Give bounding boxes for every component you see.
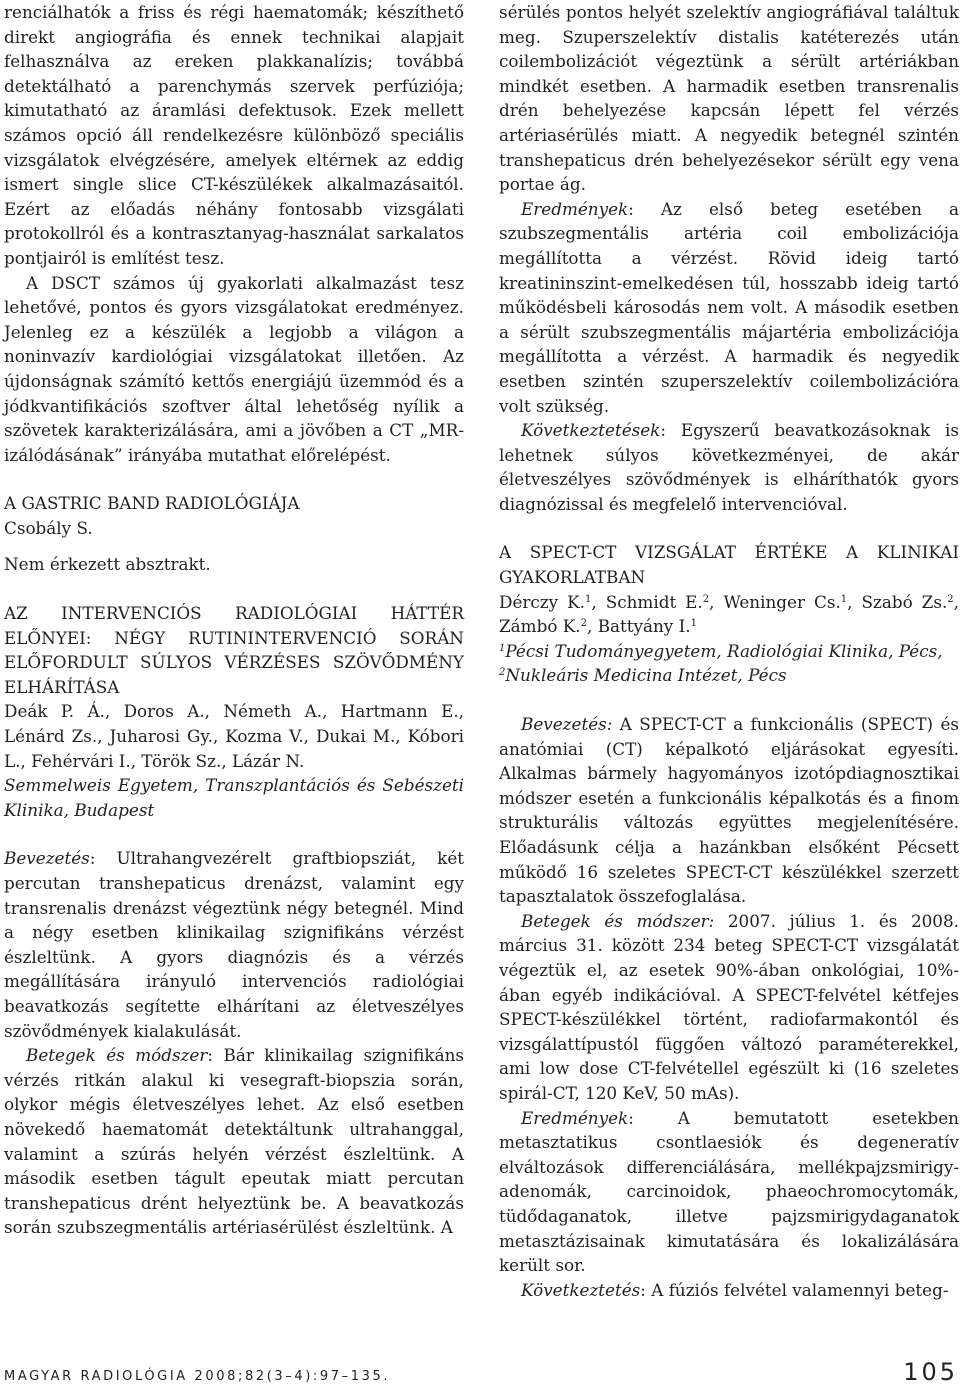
section-text: : Bár klinikailag szignifikáns vérzés ritkán alakul ki vesegraft-biopszia során, olykor mégis életveszélyes lehet. Az első esetben növekedő haematomát detektáltunk ultrahanggal, valamint a szúrás helyén vérzést észleltünk. A második esetben tágult epeutak miatt percutan transhepaticus drént helyeztünk be. A beavatkozás során szubszegmentális artériasérülést észleltünk. A bbox=[4, 1045, 464, 1238]
spacer bbox=[4, 577, 464, 601]
gastric-note: Nem érkezett absztrakt. bbox=[4, 554, 211, 575]
spacer bbox=[4, 822, 464, 846]
section-label: Betegek és módszer: bbox=[521, 910, 715, 931]
section-text: 2007. július 1. és 2008. március 31. között 234 beteg SPECT-CT vizsgálatát végeztük el, az esetek 90%-ában onkológiai, 10%-ában egyéb indikációval. A SPECT-felvétel kétfejes SPECT-készülékkel történt, radiofarmakontól és vizsgálattípustól függően változó paraméterekkel, ami low dose CT-felvétellel egészült ki (16 szeletes spirál-CT, 120 KeV, 50 mAs). bbox=[499, 910, 959, 1103]
author-name: Battyány I. bbox=[597, 616, 691, 637]
author-name: Schmidt E. bbox=[605, 591, 703, 612]
affiliation-sup: 1 bbox=[499, 642, 506, 654]
section-label: Betegek és módszer bbox=[26, 1045, 208, 1066]
intervention-conclusion bbox=[499, 418, 959, 516]
gastric-author: Csobály S. bbox=[4, 517, 93, 538]
author-sup: 1 bbox=[690, 618, 697, 630]
affiliation-sup: 2 bbox=[499, 667, 506, 679]
intervention-intro bbox=[4, 846, 464, 1043]
author-sup: 1 bbox=[585, 593, 592, 605]
section-text: : Egyszerű beavatkozásoknak is lehetnek súlyos következményei, de akár életveszélyes szövődmények is elháríthatók gyors diagnózissal és megfelelő intervencióval. bbox=[499, 420, 959, 514]
spect-intro bbox=[499, 712, 959, 909]
section-label: Bevezetés bbox=[4, 848, 90, 869]
author-sup: 2 bbox=[947, 593, 954, 605]
section-label: Eredmények bbox=[521, 198, 629, 219]
gastric-title: A GASTRIC BAND RADIOLÓGIÁJA bbox=[4, 493, 300, 514]
section-text: A SPECT-CT a funkcionális (SPECT) és anatómiai (CT) képalkotó eljárásokat egyesíti. Alkalmas bármely hagyományos izotópdiagnosztikai módszer esetén a funkcionális képalkotás és a finom strukturális változás együttes megjelenítésére. Előadásunk célja a hazánkban elsőként Pécsett működő 16 szeletes SPECT-CT készülékkel szerzett tapasztalatok összefoglalása. bbox=[499, 714, 959, 907]
section-text: : Ultrahangvezérelt graftbiopsziát, két percutan transhepaticus drenázst, valamint egy transrenalis drenázst végeztünk négy betegnél. Mind a négy esetben klinikailag szignifikáns vérzést észleltünk. A gyors diagnózis és a vérzés megállítására irányuló intervenciós radiológiai beavatkozás segítette elhárítani az életveszélyes szövődmények kialakulását. bbox=[4, 848, 464, 1041]
section-label: Következtetés bbox=[521, 1279, 641, 1300]
intro-paragraph-2: A DSCT számos új gyakorlati alkalmazást tesz lehetővé, pontos és gyors vizsgálatokat eredményez. Jelenleg ez a készülék a legjobb a világon a noninvazív kardiológiai vizsgálatokat illetően. Az újdonságnak számító kettős energiájú üzemmód és a jódkvantifikációs szoftver által lehetőség nyílik a szövetek karakterizálására, ami a jövőben a CT „MR-izálódásának” irányába mutathat előrelépést. bbox=[4, 272, 464, 465]
author-name: Zámbó K. bbox=[499, 616, 581, 637]
intervention-methods bbox=[4, 1043, 464, 1240]
spect-results bbox=[499, 1106, 959, 1278]
author-sup: 1 bbox=[840, 593, 848, 605]
section-text: : Az első beteg esetében a szubszegmentális artéria coil embolizációja megállította a vérzést. Rövid ideig tartó kreatininszint-emelkedésen túl, hosszabb ideig tartó működésbeli károsodás nem volt. A második esetben a sérült szubszegmentális májartéria embolizációja megállította a vérzést. A harmadik és negyedik esetben szintén szuperszelektív coilembolizációra volt szükség. bbox=[499, 198, 959, 416]
journal-citation: MAGYAR RADIOLÓGIA 2008;82(3–4):97–135. bbox=[4, 1369, 391, 1384]
section-text: : A bemutatott esetekben metasztatikus csontlaesiók és degeneratív elváltozások differenciálására, mellékpajzsmirigy-adenomák, carcinoidok, phaeochromocytomák, tüdődaganatok, illetve pajzsmirigydaganatok metasztázisainak kimutatására és lokalizálására került sor. bbox=[499, 1107, 959, 1276]
author-sup: 2 bbox=[702, 593, 710, 605]
spacer bbox=[4, 467, 464, 491]
spect-methods bbox=[499, 909, 959, 1106]
section-label: Bevezetés: bbox=[521, 714, 613, 735]
author-name: Dérczy K. bbox=[499, 591, 585, 612]
spacer bbox=[499, 688, 959, 712]
spacer bbox=[499, 516, 959, 540]
spect-affiliation-1 bbox=[499, 639, 959, 664]
affiliation-text: Pécsi Tudományegyetem, Radiológiai Klinika, Pécs, bbox=[505, 640, 943, 661]
intervention-results bbox=[499, 197, 959, 418]
intervention-authors: Deák P. Á., Doros A., Németh A., Hartmann E., Lénárd Zs., Juharosi Gy., Kozma V., Dukai M., Kóbori L., Fehérvári I., Török Sz., Lázár N. bbox=[4, 701, 464, 771]
page-number: 105 bbox=[903, 1358, 958, 1386]
section-text: : A fúziós felvétel valamennyi beteg- bbox=[640, 1279, 949, 1300]
intervention-title: AZ INTERVENCIÓS RADIOLÓGIAI HÁTTÉR ELŐNYEI: NÉGY RUTININTERVENCIÓ SORÁN ELŐFORDULT SÚLYOS VÉRZÉSES SZÖVŐDMÉNY ELHÁRÍTÁSA bbox=[4, 603, 464, 697]
affiliation-text: Nukleáris Medicina Intézet, Pécs bbox=[505, 665, 787, 686]
intervention-methods-continued: sérülés pontos helyét szelektív angiográfiával találtuk meg. Szuperszelektív distalis katéterezés után coilembolizációt végeztünk a sérült artériákban mindkét esetben. A harmadik esetben transrenalis drén behelyezése kapcsán lépett fel vérzés artériasérülés miatt. A negyedik betegnél szintén transhepaticus drén behelyezésekor sérült egy vena portae ág. bbox=[499, 2, 959, 195]
spect-affiliation-2 bbox=[499, 663, 959, 688]
author-sup: 2 bbox=[580, 618, 588, 630]
intervention-affiliation: Semmelweis Egyetem, Transzplantációs és Sebészeti Klinika, Budapest bbox=[4, 775, 464, 820]
author-name: Weninger Cs. bbox=[723, 591, 841, 612]
intro-paragraph-1: renciálhatók a friss és régi haematomák; készíthető direkt angiográfia és ennek technikai alapjait felhasználva az ereken plakkanalízis; továbbá detektálható a parenchymás szervek perfúziója; kimutatható az áramlási defektusok. Ezek mellett számos opció áll rendelkezésre különböző speciális vizsgálatok elvégzésére, amelyek eltérnek az eddig ismert single slice CT-készülékek alkalmazásaitól. Ezért az előadás néhány fontosabb vizsgálati protokollról és a kontrasztanyag-használat sarkalatos pontjairól is említést tesz. bbox=[4, 2, 464, 268]
spect-conclusion bbox=[499, 1278, 959, 1303]
spect-authors: Dérczy K.$^1$, Schmidt E.$^2$, Weninger Cs.$^1$, Szabó Zs.$^2$, Zámbó K.$^2$, Battyány I.$^1$ bbox=[499, 591, 960, 637]
left-column bbox=[4, 0, 464, 1240]
section-label: Következtetések bbox=[521, 420, 661, 441]
author-name: Szabó Zs. bbox=[861, 591, 948, 612]
spect-title: A SPECT-CT VIZSGÁLAT ÉRTÉKE A KLINIKAI GYAKORLATBAN bbox=[499, 542, 959, 588]
right-column bbox=[499, 0, 959, 1302]
section-label: Eredmények bbox=[521, 1107, 629, 1128]
spacer bbox=[4, 540, 464, 552]
page-footer bbox=[4, 1360, 958, 1386]
